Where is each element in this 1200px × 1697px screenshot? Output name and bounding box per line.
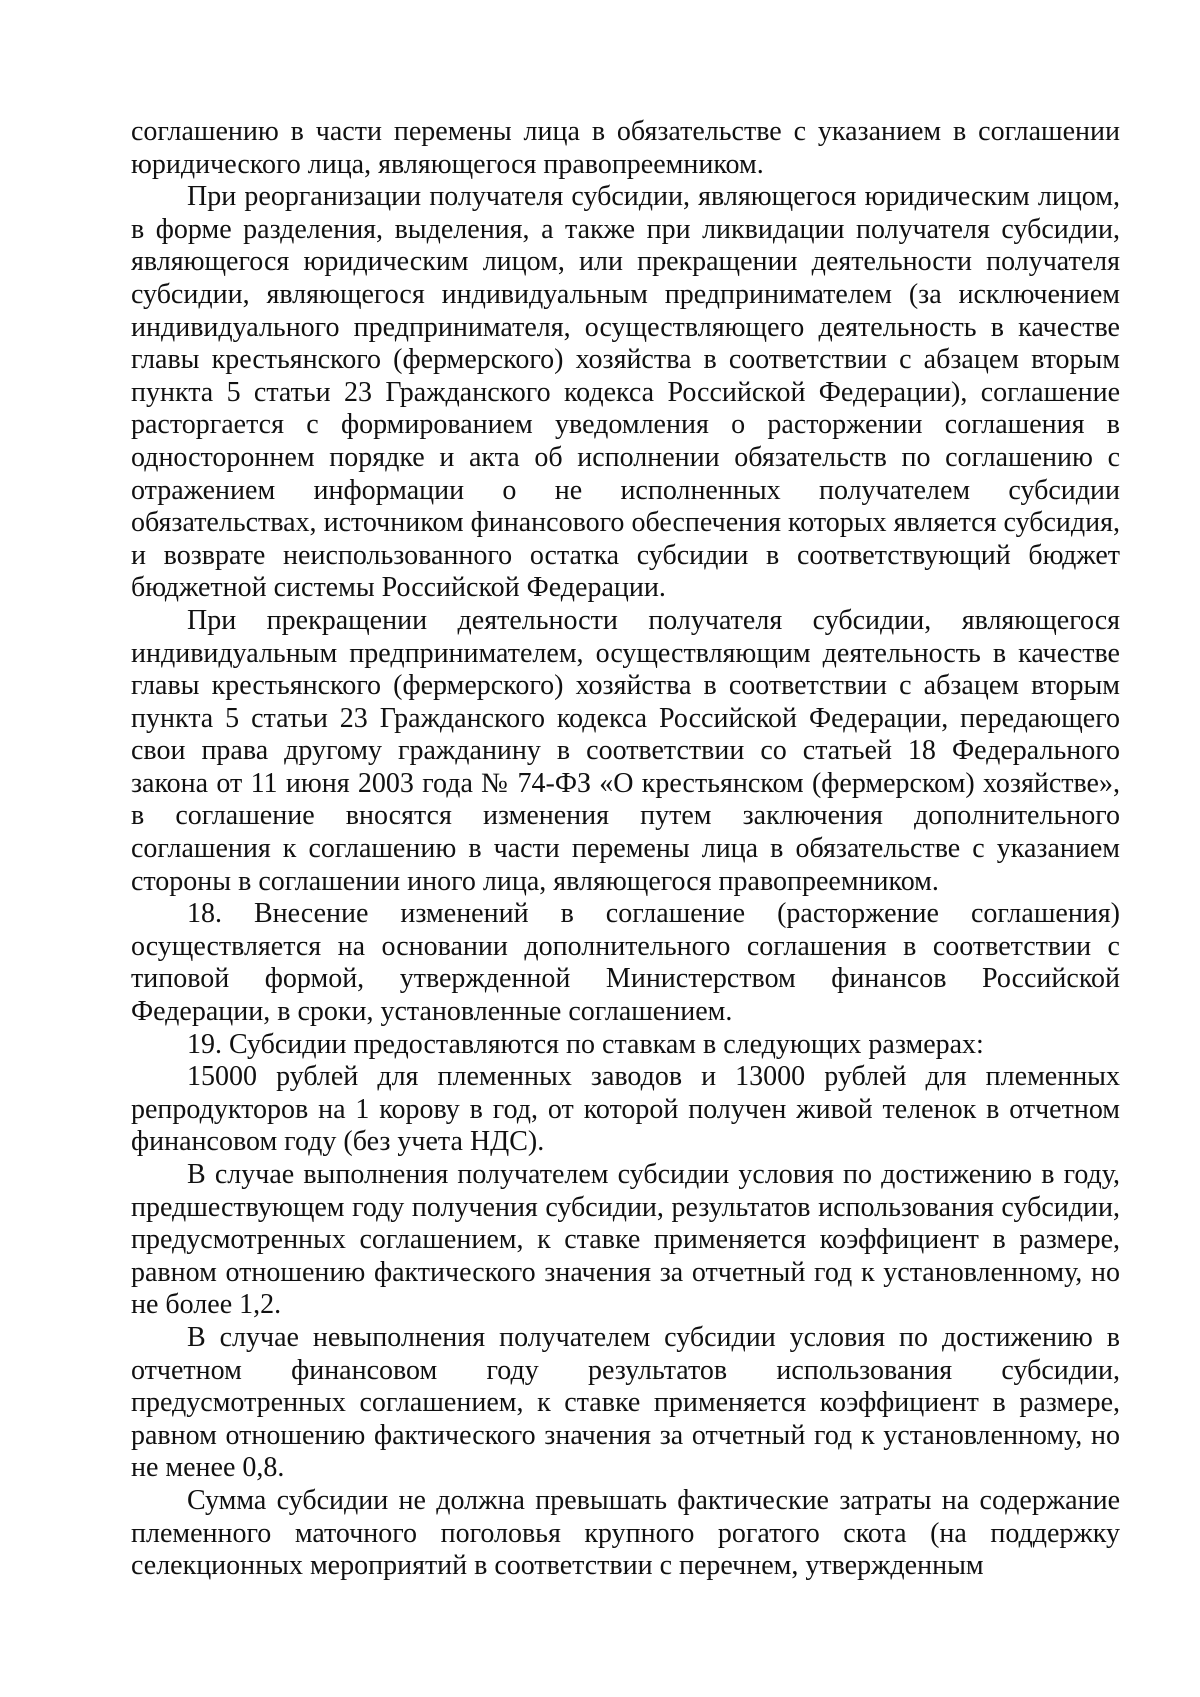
document-body <box>131 116 1120 1583</box>
paragraph-termination-farmer: При прекращении деятельности получателя субсидии, являющегося индивидуальным предпринимателем, осуществляющим деятельность в качестве главы крестьянского (фермерского) хозяйства в соответствии с абзацем вторым пункта 5 статьи 23 Гражданского кодекса Российской Федерации, передающего свои права другому гражданину в соответствии со статьей 18 Федерального закона от 11 июня 2003 года № 74-ФЗ «О крестьянском (фермерском) хозяйстве», в соглашение вносятся изменения путем заключения дополнительного соглашения к соглашению в части перемены лица в обязательстве с указанием стороны в соглашении иного лица, являющегося правопреемником. <box>131 604 1120 897</box>
paragraph-item-19: 19. Субсидии предоставляются по ставкам в следующих размерах: <box>187 1028 984 1060</box>
paragraph-rates: 15000 рублей для племенных заводов и 13000 рублей для племенных репродукторов на 1 корову в год, от которой получен живой теленок в отчетном финансовом году (без учета НДС). <box>131 1061 1120 1158</box>
paragraph-coefficient-min: В случае невыполнения получателем субсидии условия по достижению в отчетном финансовом году результатов использования субсидии, предусмотренных соглашением, к ставке применяется коэффициент в размере, равном отношению фактического значения за отчетный год к установленному, но не менее 0,8. <box>131 1321 1120 1484</box>
paragraph-reorganization: При реорганизации получателя субсидии, являющегося юридическим лицом, в форме разделения, выделения, а также при ликвидации получателя субсидии, являющегося юридическим лицом, или прекращении деятельности получателя субсидии, являющегося индивидуальным предпринимателем (за исключением индивидуального предпринимателя, осуществляющего деятельность в качестве главы крестьянского (фермерского) хозяйства в соответствии с абзацем вторым пункта 5 статьи 23 Гражданского кодекса Российской Федерации), соглашение расторгается с формированием уведомления о расторжении соглашения в одностороннем порядке и акта об исполнении обязательств по соглашению с отражением информации о не исполненных получателем субсидии обязательствах, источником финансового обеспечения которых является субсидия, и возврате неиспользованного остатка субсидии в соответствующий бюджет бюджетной системы Российской Федерации. <box>131 181 1120 604</box>
paragraph-continuation: соглашению в части перемены лица в обязательстве с указанием в соглашении юридического лица, являющегося правопреемником. <box>131 116 1120 180</box>
paragraph-coefficient-max: В случае выполнения получателем субсидии условия по достижению в году, предшествующем году получения субсидии, результатов использования субсидии, предусмотренных соглашением, к ставке применяется коэффициент в размере, равном отношению фактического значения за отчетный год к установленному, но не более 1,2. <box>131 1159 1120 1321</box>
paragraph-item-18: 18. Внесение изменений в соглашение (расторжение соглашения) осуществляется на основании дополнительного соглашения в соответствии с типовой формой, утвержденной Министерством финансов Российской Федерации, в сроки, установленные соглашением. <box>131 898 1120 1028</box>
paragraph-subsidy-amount: Сумма субсидии не должна превышать фактические затраты на содержание племенного маточного поголовья крупного рогатого скота (на поддержку селекционных мероприятий в соответствии с перечнем, утвержденным <box>131 1484 1120 1582</box>
